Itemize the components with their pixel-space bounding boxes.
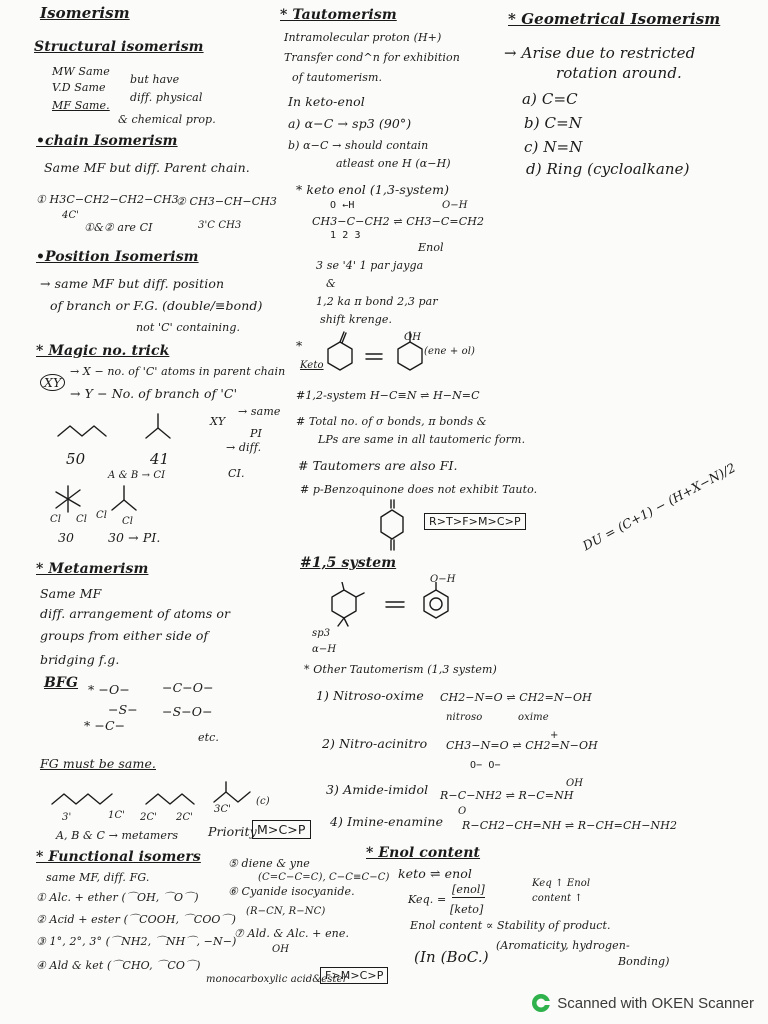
tautomers-fi: # Tautomers are also FI. (298, 458, 458, 473)
magic-pi: PI (250, 427, 262, 440)
keq-label: Keq. = (408, 893, 447, 906)
nitro-acinitro-sub: O− O− (470, 760, 501, 771)
chain-desc: Same MF but diff. Parent chain. (44, 160, 250, 175)
functional-isomers-heading: * Functional isomers (36, 849, 201, 865)
geo-d: d) Ring (cycloalkane) (526, 160, 690, 178)
keto-label: Keto (300, 360, 324, 371)
order-box: R>T>F>M>C>P (424, 513, 526, 530)
meta-line-1: Same MF (40, 586, 102, 601)
metamerism-heading: * Metamerism (36, 561, 149, 577)
tautomerism-heading: * Tautomerism (280, 7, 397, 23)
xy-circled: XY (40, 374, 65, 391)
isomerism-heading: Isomerism (40, 4, 130, 22)
cl-1: Cl (50, 514, 62, 525)
magic-y: → Y − No. of branch of 'C' (70, 386, 238, 401)
functional-3: ③ 1°, 2°, 3° (⌒NH2, ⌒NH⌒, −N−) (36, 935, 237, 948)
bfg-carbonyl: * −C− (84, 718, 126, 733)
keto-enol-eq: keto ⇌ enol (398, 866, 473, 881)
geo-line-2: rotation around. (556, 64, 682, 82)
sp3-label: sp3 (312, 628, 331, 639)
structural-isomerism-heading: Structural isomerism (34, 39, 204, 55)
cl-3: Cl (96, 510, 108, 521)
keto-enol-oh: O−H (442, 200, 468, 211)
magic-trick-heading: * Magic no. trick (36, 343, 170, 359)
tauto-line-6: b) α−C → should contain (288, 139, 429, 152)
alpha-h-label: α−H (312, 644, 337, 655)
number-41: 41 (150, 450, 170, 468)
bfg-sulfur: −S− (108, 702, 138, 717)
enol-content-heading: * Enol content (366, 845, 481, 861)
bfg-label: BFG (44, 675, 79, 691)
acinitro-plus: + (550, 730, 559, 741)
scanner-footer (531, 992, 754, 1014)
label-2c-a: 2C' (140, 812, 158, 823)
total-bonds-1: # Total no. of σ bonds, π bonds & (296, 415, 487, 428)
chain-3c: 3'C CH3 (198, 220, 242, 231)
shift-line-2: 1,2 ka π bond 2,3 par (316, 295, 438, 308)
keto-star: * (296, 338, 303, 353)
system-15-structures (320, 582, 470, 632)
label-1c: 1C' (108, 810, 126, 821)
keq-up-note: Keq ↑ Enol content ↑ (532, 878, 591, 904)
diff-physical: diff. physical (130, 91, 203, 104)
magic-same: → same (238, 405, 281, 418)
magic-diff: → diff. (226, 441, 262, 454)
total-bonds-2: LPs are same in all tautomeric form. (318, 433, 526, 446)
imine-enamine-eq: R−CH2−CH=NH ⇌ R−CH=CH−NH2 (462, 819, 678, 832)
geo-c: c) N=N (524, 138, 583, 156)
amide-imidol: 3) Amide-imidol (326, 782, 429, 797)
chain-example-1: ① H3C−CH2−CH2−CH3 (36, 193, 179, 206)
functional-1: ① Alc. + ether (⌒OH, ⌒O⌒) (36, 891, 199, 904)
tauto-line-7: atleast one H (α−H) (336, 157, 451, 170)
scanner-text: Scanned with OKEN Scanner (557, 994, 754, 1012)
aromaticity-note: (Aromaticity, hydrogen- (496, 939, 630, 952)
keto-enol-heading: * keto enol (1,3-system) (296, 182, 450, 197)
position-line-1: → same MF but diff. position (40, 276, 225, 291)
keq-denominator: [keto] (450, 903, 484, 916)
in-boc-note: (In (BoC.) (414, 948, 489, 966)
chain-isomerism-heading: •chain Isomerism (36, 133, 178, 149)
fg-must-be-same: FG must be same. (40, 756, 157, 771)
position-isomerism-heading: •Position Isomerism (36, 249, 199, 265)
enol-label: Enol (418, 241, 444, 254)
imine-enamine: 4) Imine-enamine (330, 814, 444, 829)
tauto-line-5: a) α−C → sp3 (90°) (288, 116, 412, 131)
bfg-ester: −C−O− (162, 680, 214, 695)
bfg-etc: etc. (198, 731, 219, 744)
magic-ci: CI. (228, 467, 245, 480)
shift-line-1: 3 se '4' 1 par jayga (316, 259, 424, 272)
label-2c-b: 2C' (176, 812, 194, 823)
imidol-oh: OH (566, 778, 584, 789)
nitro-acinitro-eq: CH3−N=O ⇌ CH2=N−OH (446, 739, 598, 752)
nitro-acinitro: 2) Nitro-acinitro (322, 736, 428, 751)
functional-6: ⑥ Cyanide isocyanide. (228, 885, 355, 898)
enol-proportional: Enol content ∝ Stability of product. (410, 919, 611, 932)
amide-imidol-eq: R−C−NH2 ⇌ R−C=NH (440, 789, 574, 802)
oken-scanner-logo-icon (531, 993, 551, 1013)
number-50: 50 (66, 450, 86, 468)
geometrical-isomerism-heading: * Geometrical Isomerism (508, 10, 721, 28)
keto-enol-top: O ←H (330, 200, 355, 211)
meta-line-2: diff. arrangement of atoms or (40, 606, 231, 621)
bfg-sulfonate: −S−O− (162, 704, 213, 719)
chain-example-2: ② CH3−CH−CH3 (176, 195, 278, 208)
monocarboxylic-note: monocarboxylic acid&ester (206, 974, 348, 985)
nitroso-oxime-eq: CH2−N=O ⇌ CH2=N−OH (440, 691, 592, 704)
number-30a: 30 (58, 530, 75, 545)
chain-note: ①&② are CI (84, 221, 153, 234)
system-12: #1,2-system H−C≡N ⇌ H−N=C (296, 389, 480, 402)
priority-label: Priority (208, 824, 257, 839)
label-c: (c) (256, 796, 270, 807)
functional-6b: (R−CN, R−NC) (246, 906, 326, 917)
tauto-line-2: Transfer cond^n for exhibition (284, 51, 460, 64)
geo-b: b) C=N (524, 114, 582, 132)
ab-ci-note: A & B → CI (108, 470, 166, 481)
functional-7b: OH (272, 944, 290, 955)
magic-xy-2: XY (210, 415, 226, 428)
functional-5: ⑤ diene & yne (228, 857, 310, 870)
chain-4c: 4C' (62, 210, 80, 221)
abc-metamers: A, B & C → metamers (56, 829, 179, 842)
fmcp-box: F>M>C>P (320, 967, 388, 984)
nitroso-label: nitroso (446, 712, 483, 723)
shift-amp: & (326, 277, 336, 290)
benzoquinone-structure (376, 498, 406, 556)
geo-line-1: → Arise due to restricted (504, 44, 696, 62)
skeletal-structures-1 (56, 412, 196, 452)
functional-desc: same MF, diff. FG. (46, 871, 150, 884)
position-line-2: of branch or F.G. (double/≡bond) (50, 298, 263, 313)
functional-4: ④ Ald & ket (⌒CHO, ⌒CO⌒) (36, 959, 201, 972)
tauto-line-3: of tautomerism. (292, 71, 383, 84)
label-3: 3' (62, 812, 72, 823)
functional-2: ② Acid + ester (⌒COOH, ⌒COO⌒) (36, 913, 237, 926)
but-have: but have (130, 73, 180, 86)
shift-line-3: shift krenge. (320, 313, 393, 326)
tauto-line-1: Intramolecular proton (H+) (284, 31, 442, 44)
number-30b: 30 → PI. (108, 530, 161, 545)
bfg-ether: * −O− (88, 682, 130, 697)
system-15-heading: #1,5 system (300, 555, 397, 571)
keq-numerator: [enol] (452, 883, 485, 896)
du-formula: DU = (C+1) − (H+X−N)/2 (580, 459, 738, 554)
oxime-label: oxime (518, 712, 549, 723)
label-3c: 3C' (214, 804, 232, 815)
ene-ol-label: (ene + ol) (424, 346, 476, 357)
cl-4: Cl (122, 516, 134, 527)
priority-box: M>C>P (252, 820, 311, 839)
oh-label: OH (404, 332, 422, 343)
functional-7: ⑦ Ald. & Alc. + ene. (234, 927, 350, 940)
cl-2: Cl (76, 514, 88, 525)
vd-same: V.D Same (52, 81, 106, 94)
keto-enol-equation: CH3−C−CH2 ⇌ CH3−C=CH2 (312, 215, 485, 228)
system-15-oh: O−H (430, 574, 456, 585)
other-tautomerism-heading: * Other Tautomerism (1,3 system) (304, 663, 497, 676)
chemical-prop: & chemical prop. (118, 113, 216, 126)
geo-a: a) C=C (522, 90, 578, 108)
position-line-3: not 'C' containing. (136, 321, 241, 334)
magic-x: → X − no. of 'C' atoms in parent chain (70, 365, 286, 378)
functional-5b: (C=C−C=C), C−C≡C−C) (258, 872, 390, 883)
amide-o: O (458, 806, 467, 817)
keto-enol-numbers: 1 2 3 (330, 230, 361, 241)
meta-line-3: groups from either side of (40, 628, 209, 643)
mw-same: MW Same (52, 65, 110, 78)
benzoquinone-note: # p-Benzoquinone does not exhibit Tauto. (300, 483, 538, 496)
tauto-line-4: In keto-enol (288, 94, 365, 109)
meta-line-4: bridging f.g. (40, 652, 120, 667)
mf-same: MF Same. (52, 99, 110, 112)
nitroso-oxime: 1) Nitroso-oxime (316, 688, 424, 703)
bonding-note: Bonding) (618, 955, 670, 968)
